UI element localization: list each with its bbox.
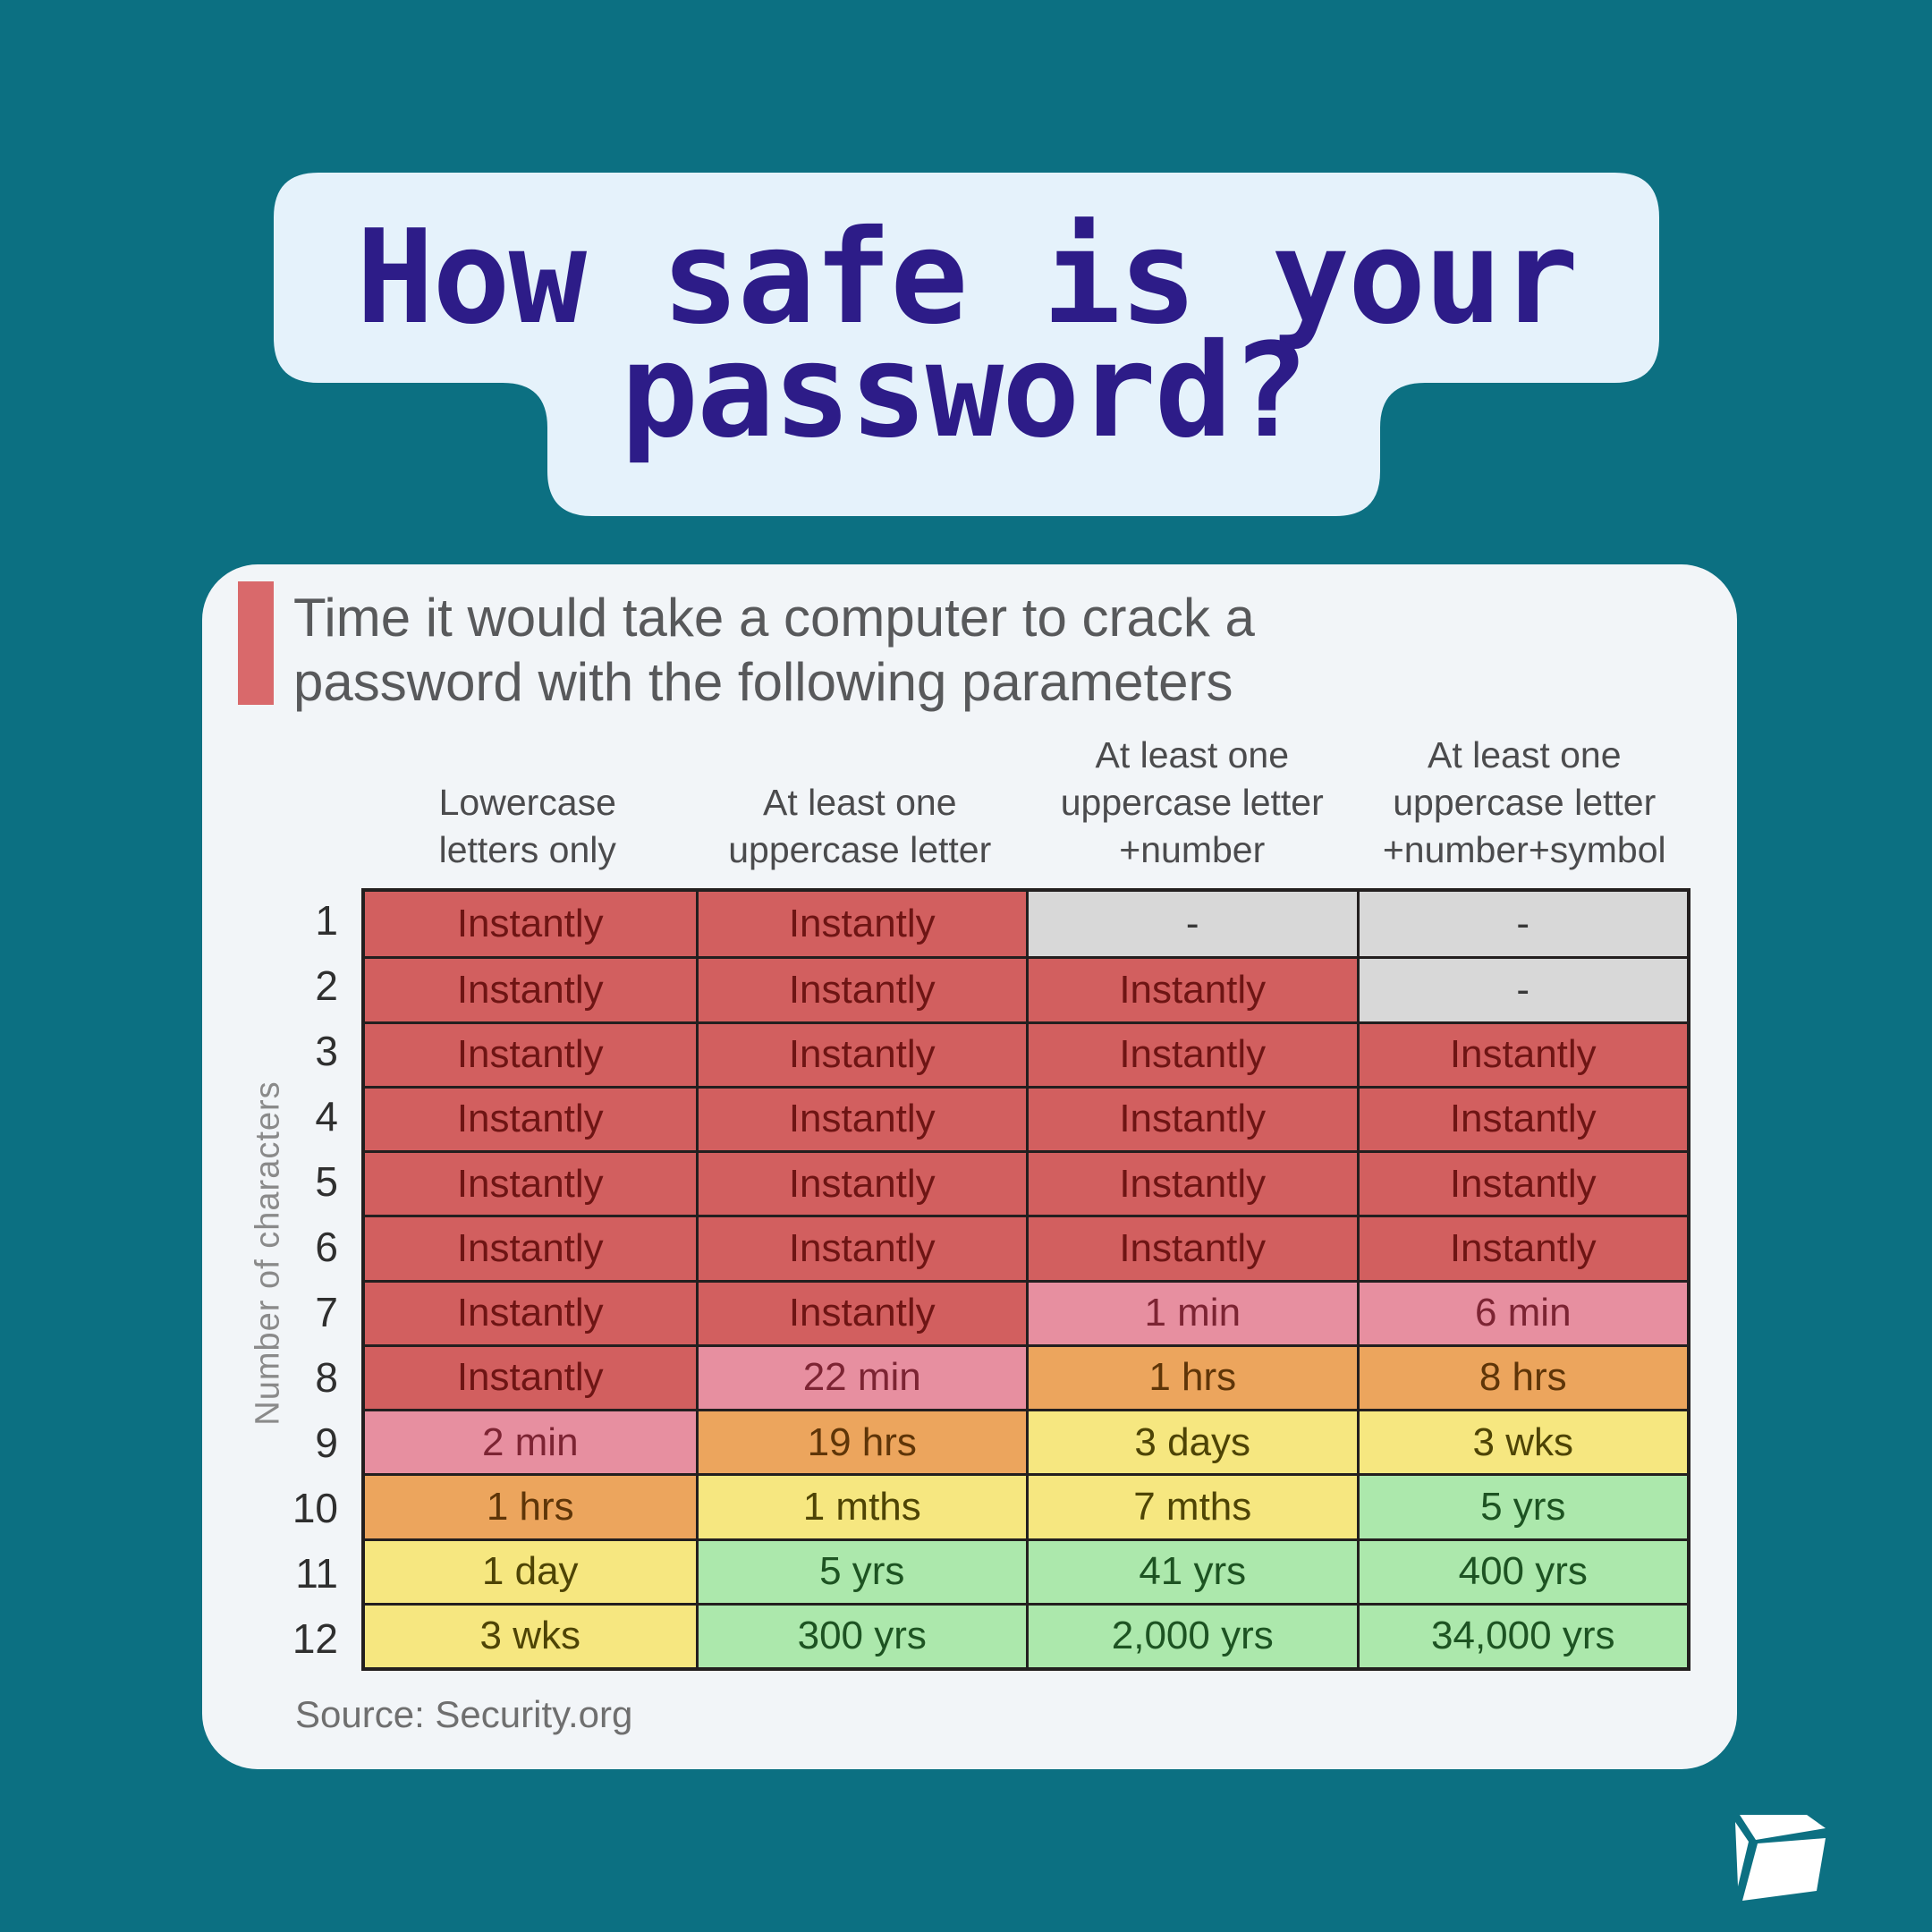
table-cell: 19 hrs xyxy=(696,1409,1027,1473)
table-cell: Instantly xyxy=(365,1021,696,1086)
page-title-line1: How safe is your xyxy=(356,202,1577,353)
table-cell: Instantly xyxy=(365,1215,696,1279)
table-cell: Instantly xyxy=(365,1344,696,1409)
table-cell: Instantly xyxy=(365,892,696,956)
table-cell: 22 min xyxy=(696,1344,1027,1409)
table-cell: Instantly xyxy=(365,1150,696,1215)
column-header xyxy=(1026,715,1359,881)
table-cell: 3 days xyxy=(1026,1409,1357,1473)
table-cell: 400 yrs xyxy=(1357,1538,1688,1603)
table-cell: Instantly xyxy=(1026,1150,1357,1215)
column-header-line: +number xyxy=(1119,829,1266,870)
row-number: 4 xyxy=(315,1093,338,1140)
table-cell: 2 min xyxy=(365,1409,696,1473)
chart-subtitle xyxy=(293,586,1255,715)
column-header-line: uppercase letter xyxy=(1393,782,1657,823)
table-cell: 2,000 yrs xyxy=(1026,1603,1357,1667)
chart-subtitle-line2: password with the following parameters xyxy=(293,652,1233,712)
cube-front-face xyxy=(1742,1838,1826,1901)
column-header xyxy=(1359,715,1691,881)
table-cell: Instantly xyxy=(1026,1215,1357,1279)
table-cell: 1 hrs xyxy=(365,1473,696,1538)
subtitle-accent-bar xyxy=(238,581,274,705)
column-headers xyxy=(361,715,1690,881)
column-header-line: letters only xyxy=(438,829,616,870)
table-cell: Instantly xyxy=(1357,1086,1688,1150)
column-header xyxy=(694,715,1027,881)
source-note: Source: Security.org xyxy=(295,1693,633,1735)
crack-time-table xyxy=(361,888,1690,1671)
table-cell: Instantly xyxy=(696,1021,1027,1086)
table-cell: 300 yrs xyxy=(696,1603,1027,1667)
table-cell: 3 wks xyxy=(1357,1409,1688,1473)
row-number: 9 xyxy=(315,1419,338,1466)
row-number: 11 xyxy=(295,1549,338,1597)
cube-left-face xyxy=(1735,1822,1749,1886)
cube-top-face xyxy=(1740,1815,1826,1840)
row-number: 6 xyxy=(315,1224,338,1271)
column-header-line: At least one xyxy=(1427,734,1622,775)
row-number: 3 xyxy=(315,1028,338,1075)
table-cell: 1 min xyxy=(1026,1280,1357,1344)
table-cell: 7 mths xyxy=(1026,1473,1357,1538)
column-header-line: uppercase letter xyxy=(728,829,992,870)
table-cell: Instantly xyxy=(365,1086,696,1150)
table-cell: Instantly xyxy=(696,956,1027,1021)
row-number: 10 xyxy=(292,1484,338,1531)
column-header xyxy=(361,715,694,881)
table-cell: Instantly xyxy=(365,1280,696,1344)
table-cell: - xyxy=(1357,956,1688,1021)
table-cell: Instantly xyxy=(1026,1086,1357,1150)
column-header-line: At least one xyxy=(1095,734,1290,775)
table-cell: Instantly xyxy=(696,892,1027,956)
row-number: 8 xyxy=(315,1353,338,1401)
column-header-line: uppercase letter xyxy=(1060,782,1324,823)
table-cell: Instantly xyxy=(696,1086,1027,1150)
table-cell: Instantly xyxy=(1357,1215,1688,1279)
table-cell: 1 mths xyxy=(696,1473,1027,1538)
table-cell: 5 yrs xyxy=(696,1538,1027,1603)
table-cell: 6 min xyxy=(1357,1280,1688,1344)
table-cell: 8 hrs xyxy=(1357,1344,1688,1409)
table-cell: 3 wks xyxy=(365,1603,696,1667)
column-header-line: At least one xyxy=(762,782,957,823)
table-cell: 41 yrs xyxy=(1026,1538,1357,1603)
table-cell: Instantly xyxy=(1357,1150,1688,1215)
page-title-line2: password? xyxy=(620,316,1308,467)
table-cell: - xyxy=(1357,892,1688,956)
chart-subtitle-line1: Time it would take a computer to crack a xyxy=(293,588,1255,648)
table-cell: - xyxy=(1026,892,1357,956)
table-cell: Instantly xyxy=(1026,1021,1357,1086)
row-number: 7 xyxy=(315,1288,338,1335)
table-cell: Instantly xyxy=(696,1215,1027,1279)
column-header-line: +number+symbol xyxy=(1382,829,1666,870)
cube-logo-icon xyxy=(1731,1809,1829,1908)
table-cell: Instantly xyxy=(1026,956,1357,1021)
table-cell: Instantly xyxy=(696,1280,1027,1344)
y-axis-label: Number of characters xyxy=(249,1080,287,1426)
table-cell: Instantly xyxy=(1357,1021,1688,1086)
row-number: 5 xyxy=(315,1158,338,1206)
column-header-line: Lowercase xyxy=(438,782,616,823)
table-cell: Instantly xyxy=(696,1150,1027,1215)
table-cell: Instantly xyxy=(365,956,696,1021)
table-cell: 1 hrs xyxy=(1026,1344,1357,1409)
table-cell: 5 yrs xyxy=(1357,1473,1688,1538)
infographic-card xyxy=(202,564,1737,1769)
row-number: 12 xyxy=(292,1614,338,1662)
table-cell: 1 day xyxy=(365,1538,696,1603)
row-number: 2 xyxy=(315,962,338,1010)
table-cell: 34,000 yrs xyxy=(1357,1603,1688,1667)
row-number: 1 xyxy=(315,897,338,945)
